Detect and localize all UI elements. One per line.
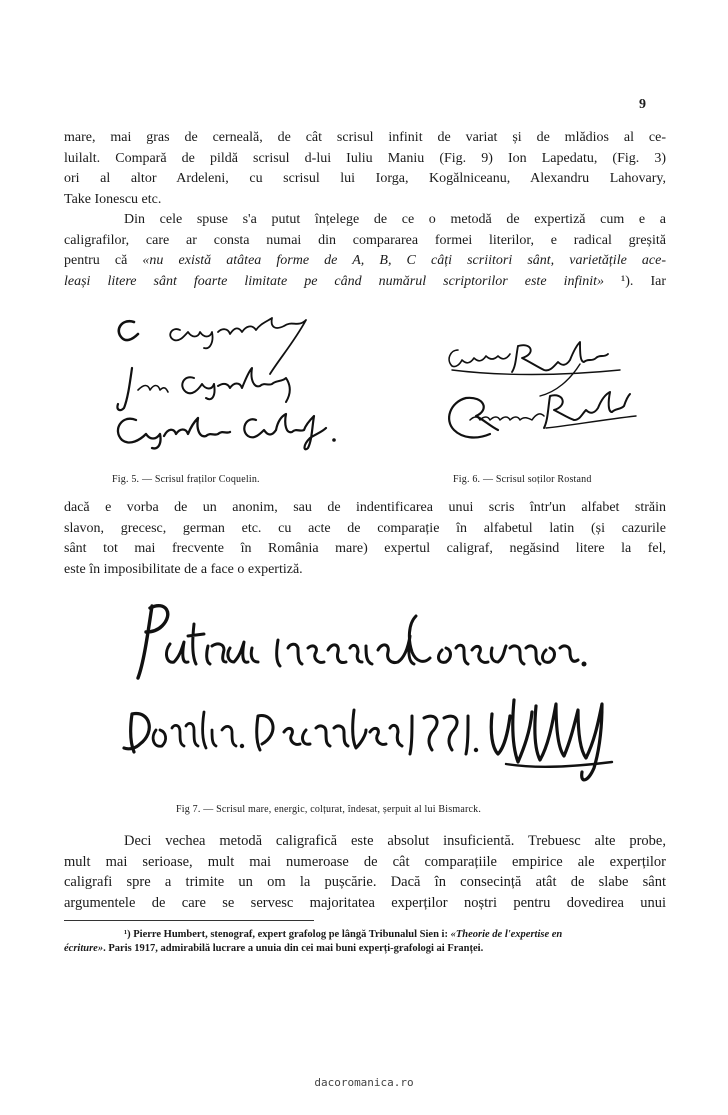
footnote-title-italic: «Theorie de l'expertise en (450, 929, 563, 940)
footnote-line (64, 942, 666, 956)
text-line: este în imposibilitate de a face o expertiză. (64, 561, 303, 577)
text-line: ori al altor Ardeleni, cu scrisul lui Iorga, Kogălniceanu, Alexandru Lahovary, (64, 171, 666, 186)
quote-italic: «nu există atâtea forme de A, B, C câți scriitori sânt, varietățile ace- (142, 253, 666, 268)
footnote (64, 928, 666, 956)
rostand-signatures-image (440, 336, 640, 454)
paragraph-4 (64, 831, 666, 913)
paragraph-2 (64, 210, 666, 292)
footnote-line (64, 928, 666, 942)
text-line: sânt tot mai frecvente în România mare) expertul caligraf, negăsind litere la fel, (64, 541, 666, 556)
text-segment: pentru că (64, 253, 143, 268)
footnote-title-italic: écriture» (64, 943, 104, 954)
text-segment: . Paris 1917, admirabilă lucrare a unuia din cei mai buni experți-grafologi ai Franței. (103, 943, 484, 954)
text-line: slavon, grecesc, german etc. cu acte de comparație în alfabetul latin (și cazurile (64, 520, 666, 536)
paragraph-1 (64, 128, 666, 210)
text-line: Din cele spuse s'a putut înțelege de ce o metodă de expertiză cum e a (124, 212, 666, 227)
figure-6-signatures (440, 336, 640, 454)
figure-7-caption: Fig 7. — Scrisul mare, energic, colțurat, îndesat, șerpuit al lui Bismarck. (176, 804, 482, 815)
text-line: dacă e vorba de un anonim, sau de indentificarea unui scris într'un alfabet străin (64, 500, 666, 515)
text-line (64, 251, 666, 272)
text-line: luilalt. Compară de pildă scrisul d-lui Iuliu Maniu (Fig. 9) Ion Lapedatu, (Fig. 3) (64, 150, 666, 166)
figure-7-handwriting (112, 592, 632, 792)
paragraph-3 (64, 498, 666, 580)
quote-italic: leași litere sânt foarte limitate pe când numărul scriptorilor este infinit» (64, 273, 605, 289)
figure-5-caption: Fig. 5. — Scrisul fraților Coquelin. (112, 474, 260, 485)
footnote-divider (64, 920, 314, 921)
text-line: Deci vechea metodă caligrafică este absolut insuficientă. Trebuesc alte probe, (124, 833, 666, 849)
coquelin-signatures-image (100, 298, 360, 458)
text-line: caligrafilor, care ar consta numai din compararea formei literilor, e radical greșită (64, 232, 666, 248)
figure-6-caption: Fig. 6. — Scrisul soților Rostand (453, 474, 592, 485)
text-line: argumentele de care se servesc majoritatea experților noștri pentru dovedirea unui (64, 894, 666, 911)
text-line: mare, mai gras de cerneală, de cât scrisul infinit de variat și de mlădios al ce- (64, 130, 666, 145)
text-line: Take Ionescu etc. (64, 191, 162, 207)
page-number: 9 (639, 97, 646, 112)
text-segment: ¹). Iar (604, 273, 666, 289)
source-watermark: dacoromanica.ro (314, 1076, 414, 1089)
text-line: caligrafi spre a trimite un om la pușcărie. Dacă în consecință atât de slabe sânt (64, 874, 666, 890)
text-segment: ¹) Pierre Humbert, stenograf, expert grafolog pe lângă Tribunalul Sien i: (124, 929, 451, 940)
text-line (64, 272, 666, 293)
text-line: mult mai serioase, mult mai numeroase de cât comparațiile empirice ale experților (64, 853, 666, 870)
figure-5-signatures (100, 298, 360, 458)
bismarck-handwriting-image (112, 592, 632, 792)
